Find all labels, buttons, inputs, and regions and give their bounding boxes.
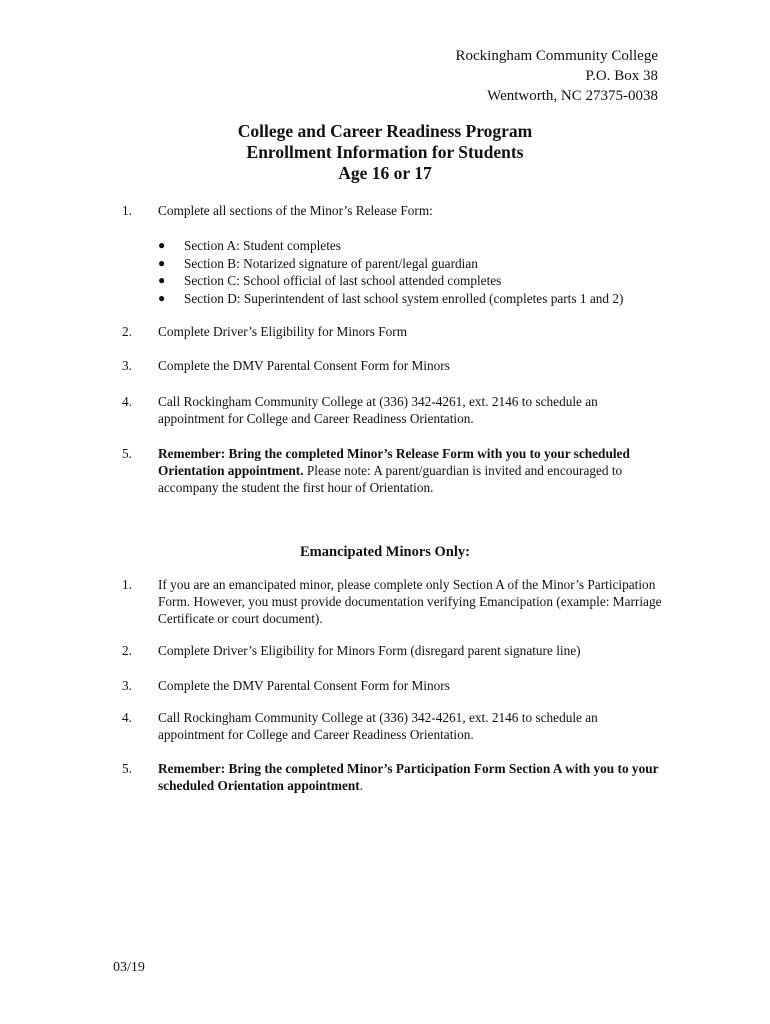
step-number: 2. <box>122 324 132 339</box>
step-text: Call Rockingham Community College at (336) 342-4261, ext. 2146 to schedule an appointment for College and Career Readiness Orientation. <box>158 394 598 426</box>
reminder-period: . <box>359 778 364 793</box>
list-item <box>158 237 623 255</box>
step-number: 3. <box>122 678 132 693</box>
bullet-icon: ● <box>158 255 166 270</box>
step-text: Complete all sections of the Minor’s Release Form: <box>158 203 433 218</box>
step-number: 2. <box>122 643 132 658</box>
bullet-text: Section C: School official of last school attended completes <box>184 273 502 288</box>
step-text: Complete the DMV Parental Consent Form for Minors <box>158 678 450 693</box>
title-line-enrollment: Enrollment Information for Students <box>246 142 524 162</box>
step-text <box>158 445 662 496</box>
list-item <box>158 290 623 308</box>
step-text: Call Rockingham Community College at (336) 342-4261, ext. 2146 to schedule an appointment for College and Career Readiness Orientation. <box>158 710 598 742</box>
bullet-text: Section B: Notarized signature of parent/legal guardian <box>184 255 478 271</box>
step-number: 1. <box>122 203 132 218</box>
bullet-icon: ● <box>158 238 166 252</box>
step-text: Complete Driver’s Eligibility for Minors Form (disregard parent signature line) <box>158 643 581 658</box>
student-step-1 <box>122 202 662 219</box>
title-line-program: College and Career Readiness Program <box>237 121 533 141</box>
emancipated-step-5 <box>122 760 662 794</box>
list-item <box>158 255 623 273</box>
emancipated-step-1 <box>122 576 662 627</box>
step-text: Complete the DMV Parental Consent Form for Minors <box>158 358 450 373</box>
bullet-text: Section D: Superintendent of last school system enrolled (completes parts 1 and 2) <box>184 290 624 306</box>
revision-date: 03/19 <box>113 960 145 975</box>
emancipated-heading: Emancipated Minors Only: <box>300 544 470 560</box>
step-number: 3. <box>122 358 132 373</box>
address-line-name: Rockingham Community College <box>455 48 658 64</box>
step-number: 5. <box>122 761 132 776</box>
bullet-icon: ● <box>158 290 166 305</box>
emancipated-step-3 <box>122 677 662 694</box>
release-form-sections-list <box>158 237 623 307</box>
emancipated-step-4 <box>122 709 662 743</box>
student-step-2 <box>122 323 662 340</box>
student-step-5 <box>122 445 662 496</box>
step-number: 5. <box>122 446 132 461</box>
step-number: 1. <box>122 577 132 592</box>
college-address <box>456 46 659 106</box>
reminder-note-text: Please note: A parent/guardian is invited and encouraged to accompany the student the first hour of Orientation. <box>158 463 623 495</box>
title-line-age: Age 16 or 17 <box>338 163 432 183</box>
reminder-bold-text: Remember: Bring the completed Minor’s Release Form with you to your scheduled Orientation appointment. <box>158 446 630 478</box>
document-title <box>0 121 770 184</box>
reminder-bold-text: Remember: Bring the completed Minor’s Participation Form Section A with you to your scheduled Orientation appointment <box>158 761 659 793</box>
bullet-text: Section A: Student completes <box>184 238 341 253</box>
address-line-city: Wentworth, NC 27375-0038 <box>487 88 658 104</box>
bullet-icon: ● <box>158 273 166 287</box>
step-text <box>158 760 662 794</box>
step-text: Complete Driver’s Eligibility for Minors Form <box>158 324 408 339</box>
step-number: 4. <box>122 394 132 409</box>
list-item <box>158 272 623 290</box>
step-number: 4. <box>122 710 132 725</box>
student-step-3 <box>122 357 662 374</box>
step-text: If you are an emancipated minor, please complete only Section A of the Minor’s Participation Form. However, you must provide documentation verifying Emancipation (example: Marriage Certificate or court document). <box>158 577 662 626</box>
student-step-4 <box>122 393 662 427</box>
emancipated-step-2 <box>122 642 662 659</box>
address-line-po-box: P.O. Box 38 <box>585 68 658 84</box>
